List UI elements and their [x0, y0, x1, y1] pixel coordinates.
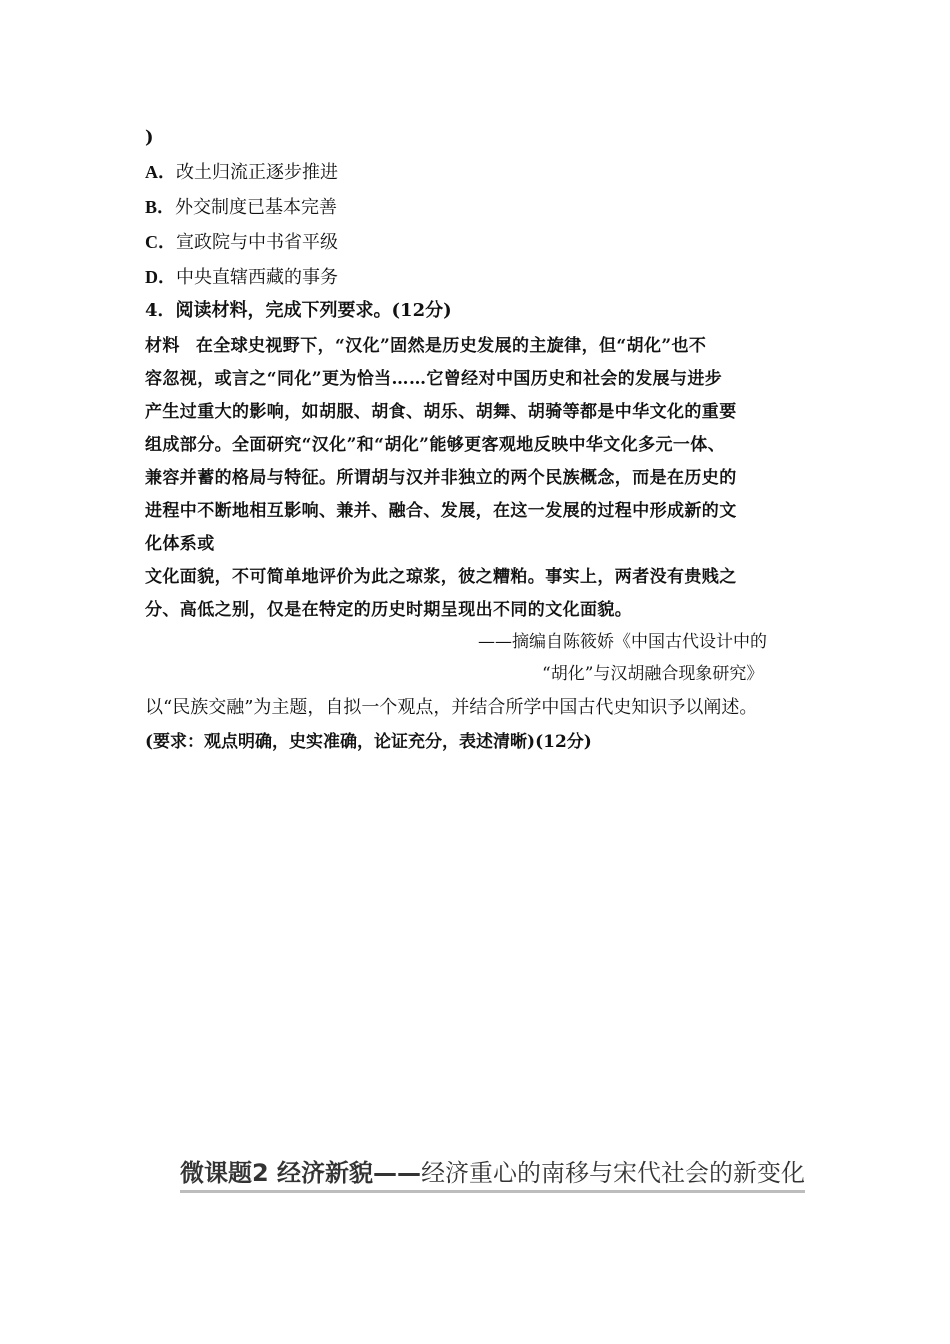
banner-title-subtitle: 经济重心的南移与宋代社会的新变化 [421, 1159, 806, 1187]
option-c[interactable] [145, 232, 338, 253]
option-b[interactable] [145, 197, 337, 218]
option-a-letter: A． [145, 162, 176, 182]
option-d[interactable] [145, 267, 338, 288]
section-banner [180, 1158, 805, 1193]
material-line-3: 产生过重大的影响，如胡服、胡食、胡乐、胡舞、胡骑等都是中华文化的重要 [145, 402, 737, 422]
question-stem-tail: ) [145, 127, 154, 148]
source-citation-2: “胡化”与汉胡融合现象研究》 [542, 664, 764, 684]
material-label: 材料 [145, 336, 180, 356]
question-4-task: 以“民族交融”为主题，自拟一个观点，并结合所学中国古代史知识予以阐述。 [145, 697, 758, 718]
material-line-5: 兼容并蓄的格局与特征。所谓胡与汉并非独立的两个民族概念，而是在历史的 [145, 468, 737, 488]
option-b-letter: B． [145, 197, 176, 217]
material-line-9: 分、高低之别，仅是在特定的历史时期呈现出不同的文化面貌。 [145, 600, 633, 620]
option-a-text: 改土归流正逐步推进 [176, 162, 338, 183]
question-4-requirement: (要求：观点明确，史实准确，论证充分，表述清晰)(12分) [145, 732, 592, 752]
banner-title-bold: 微课题2 经济新貌—— [180, 1159, 422, 1187]
option-a[interactable] [145, 162, 338, 183]
option-c-text: 宣政院与中书省平级 [176, 232, 338, 253]
material-line-7: 化体系或 [145, 534, 215, 554]
material-line-8: 文化面貌，不可简单地评价为此之琼浆，彼之糟粕。事实上，两者没有贵贱之 [145, 567, 737, 587]
material-line-2: 容忽视，或言之“同化”更为恰当……它曾经对中国历史和社会的发展与进步 [145, 369, 723, 389]
material-text-1: 在全球史视野下，“汉化”固然是历史发展的主旋律，但“胡化”也不 [195, 336, 707, 356]
source-citation-1: ——摘编自陈筱娇《中国古代设计中的 [478, 632, 767, 652]
question-4-heading: 4．阅读材料，完成下列要求。(12分) [145, 300, 452, 321]
material-line-6: 进程中不断地相互影响、兼并、融合、发展，在这一发展的过程中形成新的文 [145, 501, 737, 521]
option-d-text: 中央直辖西藏的事务 [176, 267, 338, 288]
option-d-letter: D． [145, 267, 176, 287]
material-line-4: 组成部分。全面研究“汉化”和“胡化”能够更客观地反映中华文化多元一体、 [145, 435, 726, 455]
option-b-text: 外交制度已基本完善 [175, 197, 338, 218]
material-line-1 [145, 336, 706, 356]
option-c-letter: C． [145, 232, 176, 252]
